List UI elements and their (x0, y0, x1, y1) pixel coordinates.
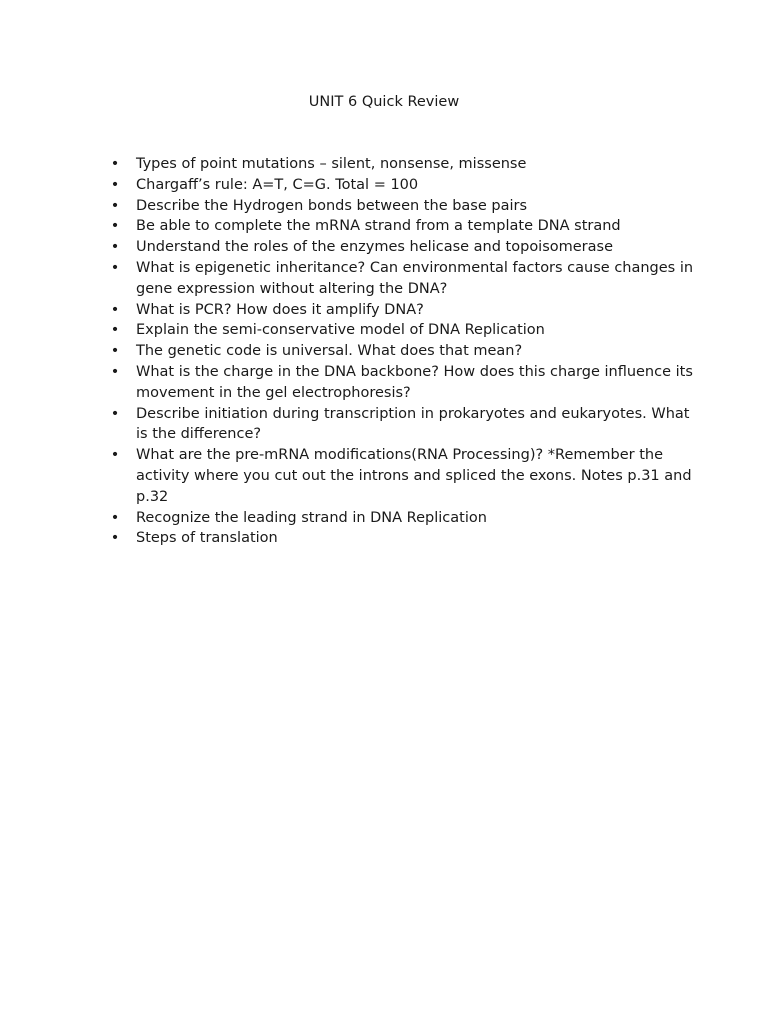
list-item-text: Recognize the leading strand in DNA Replication (136, 509, 487, 526)
list-item (110, 216, 696, 237)
list-item-text: What is the charge in the DNA backbone? How does this charge influence its movement in the gel electrophoresis? (136, 363, 693, 401)
bullet-icon: • (110, 239, 120, 256)
list-item-text: Be able to complete the mRNA strand from a template DNA strand (136, 218, 621, 235)
bullet-icon: • (110, 405, 120, 422)
bullet-icon: • (110, 530, 120, 547)
bullet-icon: • (110, 197, 120, 214)
bullet-icon: • (110, 156, 120, 172)
list-item-text: Describe the Hydrogen bonds between the base pairs (136, 197, 528, 214)
list-item (110, 341, 696, 362)
list-item-text: Types of point mutations – silent, nonsense, missense (136, 156, 527, 172)
bullet-icon: • (110, 218, 120, 235)
list-item-text: What are the pre-mRNA modifications(RNA Processing)? *Remember the activity where you cut out the introns and spliced the exons. Notes p.31 and p.32 (136, 447, 692, 505)
list-item (110, 362, 696, 404)
list-item-text: Explain the semi-conservative model of DNA Replication (136, 322, 545, 339)
list-item (110, 300, 696, 321)
list-item-text: Understand the roles of the enzymes helicase and topoisomerase (136, 239, 614, 256)
list-item-text: What is PCR? How does it amplify DNA? (136, 301, 424, 318)
list-item-text: Chargaff’s rule: A=T, C=G. Total = 100 (136, 176, 419, 193)
bullet-icon: • (110, 447, 120, 464)
bullet-icon: • (110, 363, 120, 380)
bullet-icon: • (110, 509, 120, 526)
review-list (110, 154, 696, 549)
bullet-icon: • (110, 259, 120, 276)
list-item (110, 508, 696, 529)
list-item-text: Describe initiation during transcription in prokaryotes and eukaryotes. What is the difference? (136, 405, 690, 443)
list-item (110, 258, 696, 300)
list-item (110, 404, 696, 446)
list-item-text: What is epigenetic inheritance? Can environmental factors cause changes in gene expression without altering the DNA? (136, 259, 694, 297)
bullet-icon: • (110, 176, 120, 193)
list-item (110, 175, 696, 196)
list-item-text: The genetic code is universal. What does that mean? (136, 343, 523, 360)
list-item (110, 528, 696, 549)
bullet-icon: • (110, 301, 120, 318)
page-title: UNIT 6 Quick Review (308, 94, 460, 110)
list-item (110, 154, 696, 175)
list-item (110, 445, 696, 507)
list-item (110, 196, 696, 217)
bullet-icon: • (110, 322, 120, 339)
list-item (110, 237, 696, 258)
list-item (110, 320, 696, 341)
list-item-text: Steps of translation (136, 530, 278, 547)
bullet-icon: • (110, 343, 120, 360)
